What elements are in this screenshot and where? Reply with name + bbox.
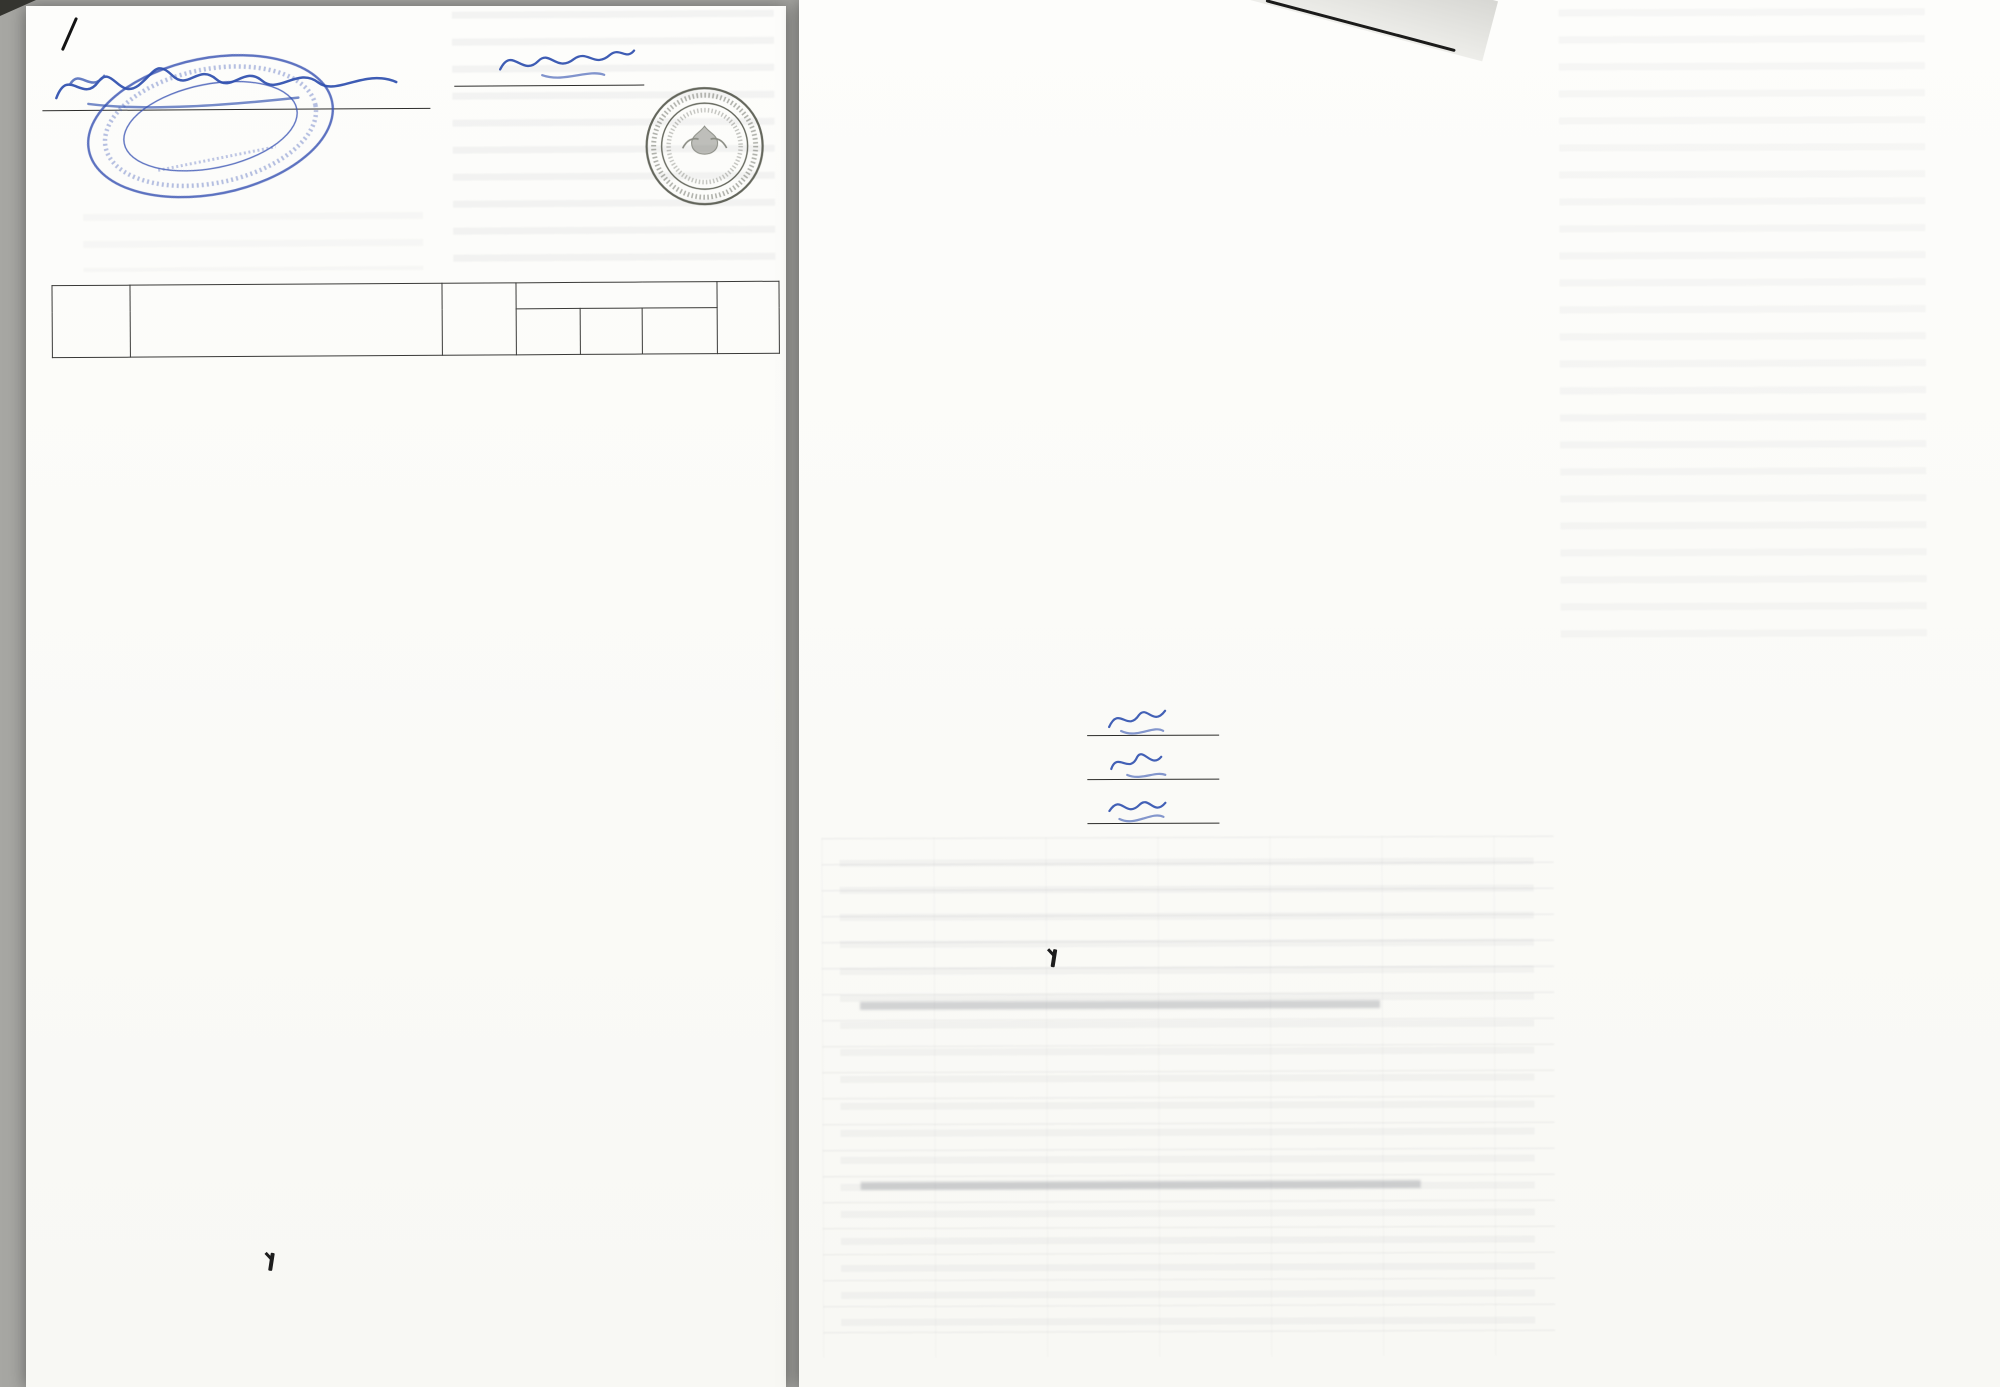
bleed-through-ghost [452, 10, 776, 264]
title-school [322, 100, 762, 103]
document-title [322, 100, 762, 103]
page-left [26, 6, 786, 1387]
bleed-through-table [822, 835, 1556, 1358]
bleed-through-ghost [840, 858, 1536, 1334]
signature-underline [42, 108, 430, 111]
bleed-through-ghost [1559, 8, 1927, 649]
round-emblem-stamp [642, 84, 767, 214]
col-header-carbs [642, 308, 717, 354]
page-right [799, 0, 2000, 1387]
signature-calculator [1101, 745, 1173, 781]
col-header-code [52, 285, 130, 357]
title-menu [322, 100, 762, 103]
bleed-through-smudge [861, 1180, 1421, 1190]
eagle-emblem-icon [683, 126, 727, 154]
director-signature-underline [454, 85, 644, 87]
col-header-protein [516, 308, 580, 354]
signature-line-technologist [1087, 823, 1219, 824]
bleed-through-smudge [860, 1000, 1380, 1010]
pen-mark-slash [61, 17, 78, 51]
approval-left-block [77, 26, 427, 28]
menu-table-left [51, 281, 779, 358]
pen-mark-one [268, 1253, 275, 1271]
soglasovano-sublabel [77, 26, 427, 28]
director-name [672, 55, 786, 56]
signer-row-technologist [799, 788, 1319, 836]
signature-technologist [1101, 789, 1173, 825]
title-date [322, 100, 762, 103]
signature-chef [1101, 701, 1173, 737]
pen-mark-one [1051, 949, 1058, 967]
bleed-through-ghost [83, 212, 423, 272]
col-header-energy [717, 281, 779, 353]
signer-row-chef [799, 700, 1319, 748]
signature-director [492, 39, 642, 86]
col-header-nutrients-group [516, 282, 717, 309]
signature-line-calculator [1087, 779, 1219, 780]
col-header-name [130, 283, 442, 357]
blue-school-stamp [68, 27, 352, 225]
col-header-output [442, 283, 516, 355]
signature-director-school [46, 52, 414, 114]
signature-line-chef [1087, 735, 1219, 736]
signer-row-calculator [799, 744, 1319, 792]
col-header-fats [580, 308, 642, 354]
soglasovano-label [77, 26, 427, 28]
page-fold-shadow [1223, 0, 1498, 61]
